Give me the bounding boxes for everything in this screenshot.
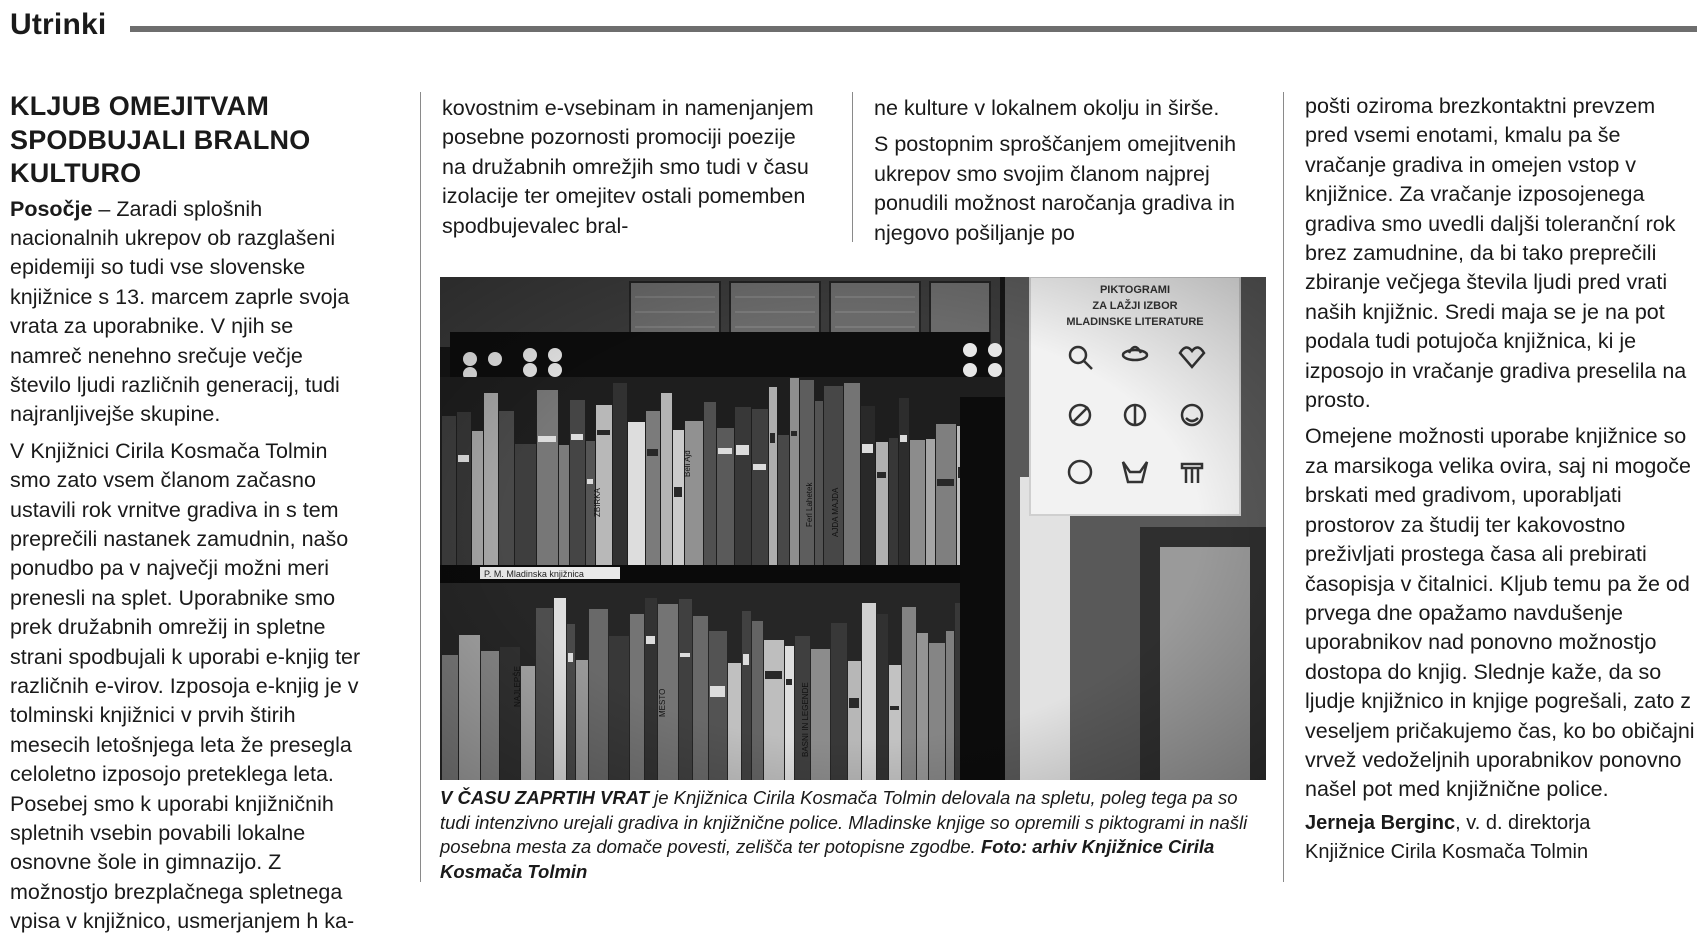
section-header [10, 8, 1700, 48]
shelf-label: P. M. Mladinska knjižnica [484, 569, 584, 579]
photo-caption [440, 786, 1270, 884]
headline-line: KLJUB OMEJITVAM [10, 91, 270, 121]
spine-text: Beli Ajd [683, 450, 692, 477]
spine-text: MESTO [658, 688, 667, 717]
author-organization: Knjižnice Cirila Kosmača Tolmin [1305, 840, 1589, 863]
article-photo [440, 277, 1266, 780]
spine-text: AJDA MAJDA [831, 487, 840, 537]
column-divider [852, 92, 853, 242]
article-headline [10, 90, 366, 191]
bookshelf-photo [440, 277, 1266, 780]
section-rule [130, 26, 1697, 32]
spine-text: NAJLEPŠE [513, 666, 522, 707]
dateline-separator: – [92, 196, 117, 221]
column-divider [420, 92, 421, 882]
article-column-3 [874, 94, 1256, 248]
article-paragraph: Omejene možnosti uporabe knjižnice so za marsikoga velika ovira, saj ni mogoče brskati med gradivom, uporabljati prostorov za študij ter kakovostno preživljati prostega časa ali prebirati časopisja v čitalnici. Kljub temu pa že od prvega dne opažamo navdušenje uporabnikov nad ponovno možnostjo dostopa do knjig. Slednje kaže, da so ljudje knjižnico in knjige pogrešali, zato z veseljem pričakujemo čas, ko bo običajni vrvež vedoželjnih uporabnikov ponovno našel pot med knjižnične police. [1305, 424, 1695, 802]
sign-line: ZA LAŽJI IZBOR [1092, 300, 1178, 312]
sign-line: MLADINSKE LITERATURE [1066, 316, 1204, 328]
article-paragraph: kovostnim e-vsebinam in namenjanjem posebne pozornosti promociji poezije na družabnih omrežjih smo tudi v času izolacije ter omejitev ostali pomemben spodbujevalec bral- [442, 96, 814, 238]
article-paragraph: pošti oziroma brezkontaktni prevzem pred vsemi enotami, kmalu pa še vračanje gradiva in omejen vstop v knjižnice. Za vračanje izposojenega gradiva smo uvedli daljši toleranční rok brez zamudnine, da bi tako preprečili zbiranje večjega števila ljudi pred vrati naših knjižnic. Sredi maja se je na pot podala tudi potujoča knjižnica, ki je izposojo in vračanje gradiva preselila na prosto. [1305, 94, 1687, 413]
sign-line: PIKTOGRAMI [1099, 284, 1171, 296]
spine-text: BASNI IN LEGENDE [801, 682, 810, 757]
spine-text: ZBIRKA [593, 488, 602, 517]
author-name: Jerneja Berginc [1305, 811, 1456, 834]
headline-line: SPODBUJALI BRALNO [10, 124, 311, 155]
author-signature [1305, 809, 1695, 867]
spine-text: Ferl Lahetek [805, 482, 814, 527]
headline-line: KULTURO [10, 158, 142, 188]
article-paragraph: ne kulture v lokalnem okolju in širše. [874, 96, 1220, 120]
section-title: Utrinki [10, 8, 107, 41]
paragraph-text: Zaradi splošnih nacionalnih ukrepov ob razglašeni epidemiji so tudi vse slovenske knjižnice s 13. marcem zaprle svoja vrata za uporabnike. V njih se namreč nenehno srečuje večje število ljudi različnih generacij, tudi najranljivejše skupine. [10, 196, 350, 427]
article-column-1 [10, 90, 366, 937]
author-role: , v. d. direktorja [1455, 811, 1591, 834]
caption-text: je Knjižnica Cirila Kosmača Tolmin delovala na spletu, poleg tega pa so tudi intenzivno urejali gradiva in knjižnične police. Mladinske knjige so opremili s piktogrami in našli posebna mesta za domače povesti, zelišča ter potopisne zgodbe. [440, 787, 1248, 857]
article-paragraph: S postopnim sproščanjem omejitvenih ukrepov smo svojim članom najprej ponudili možnost naročanja gradiva in njegovo pošiljanje po [874, 132, 1237, 245]
article-paragraph: V Knjižnici Cirila Kosmača Tolmin smo zato vsem članom začasno ustavili rok vrnitve gradiva in s tem preprečili nastanek zamudnin, našo ponudbo pa v največji možni meri prenesli na splet. Uporabnike smo prek družabnih omrežij in spletne strani spodbujali k uporabi e-knjig ter različnih e-virov. Izposoja e-knjig je v tolminski knjižnici v prvih štirih mesecih letošnjega leta že presegla celoletno izposojo preteklega leta. Posebej smo k uporabi knjižničnih spletnih vsebin povabili lokalne osnovne šole in gimnazijo. Z možnostjo brezplačnega spletnega vpisa v knjižnico, usmerjanjem h ka- [10, 438, 361, 934]
article-column-4 [1305, 92, 1695, 867]
article-paragraph [10, 195, 366, 430]
caption-lead: V ČASU ZAPRTIH VRAT [440, 787, 649, 808]
photo-credit: Foto: arhiv Knjižnice Cirila Kosmača Tolmin [440, 836, 1215, 882]
dateline-place: Posočje [10, 196, 93, 221]
article-column-2 [442, 94, 824, 241]
column-divider [1283, 92, 1284, 882]
